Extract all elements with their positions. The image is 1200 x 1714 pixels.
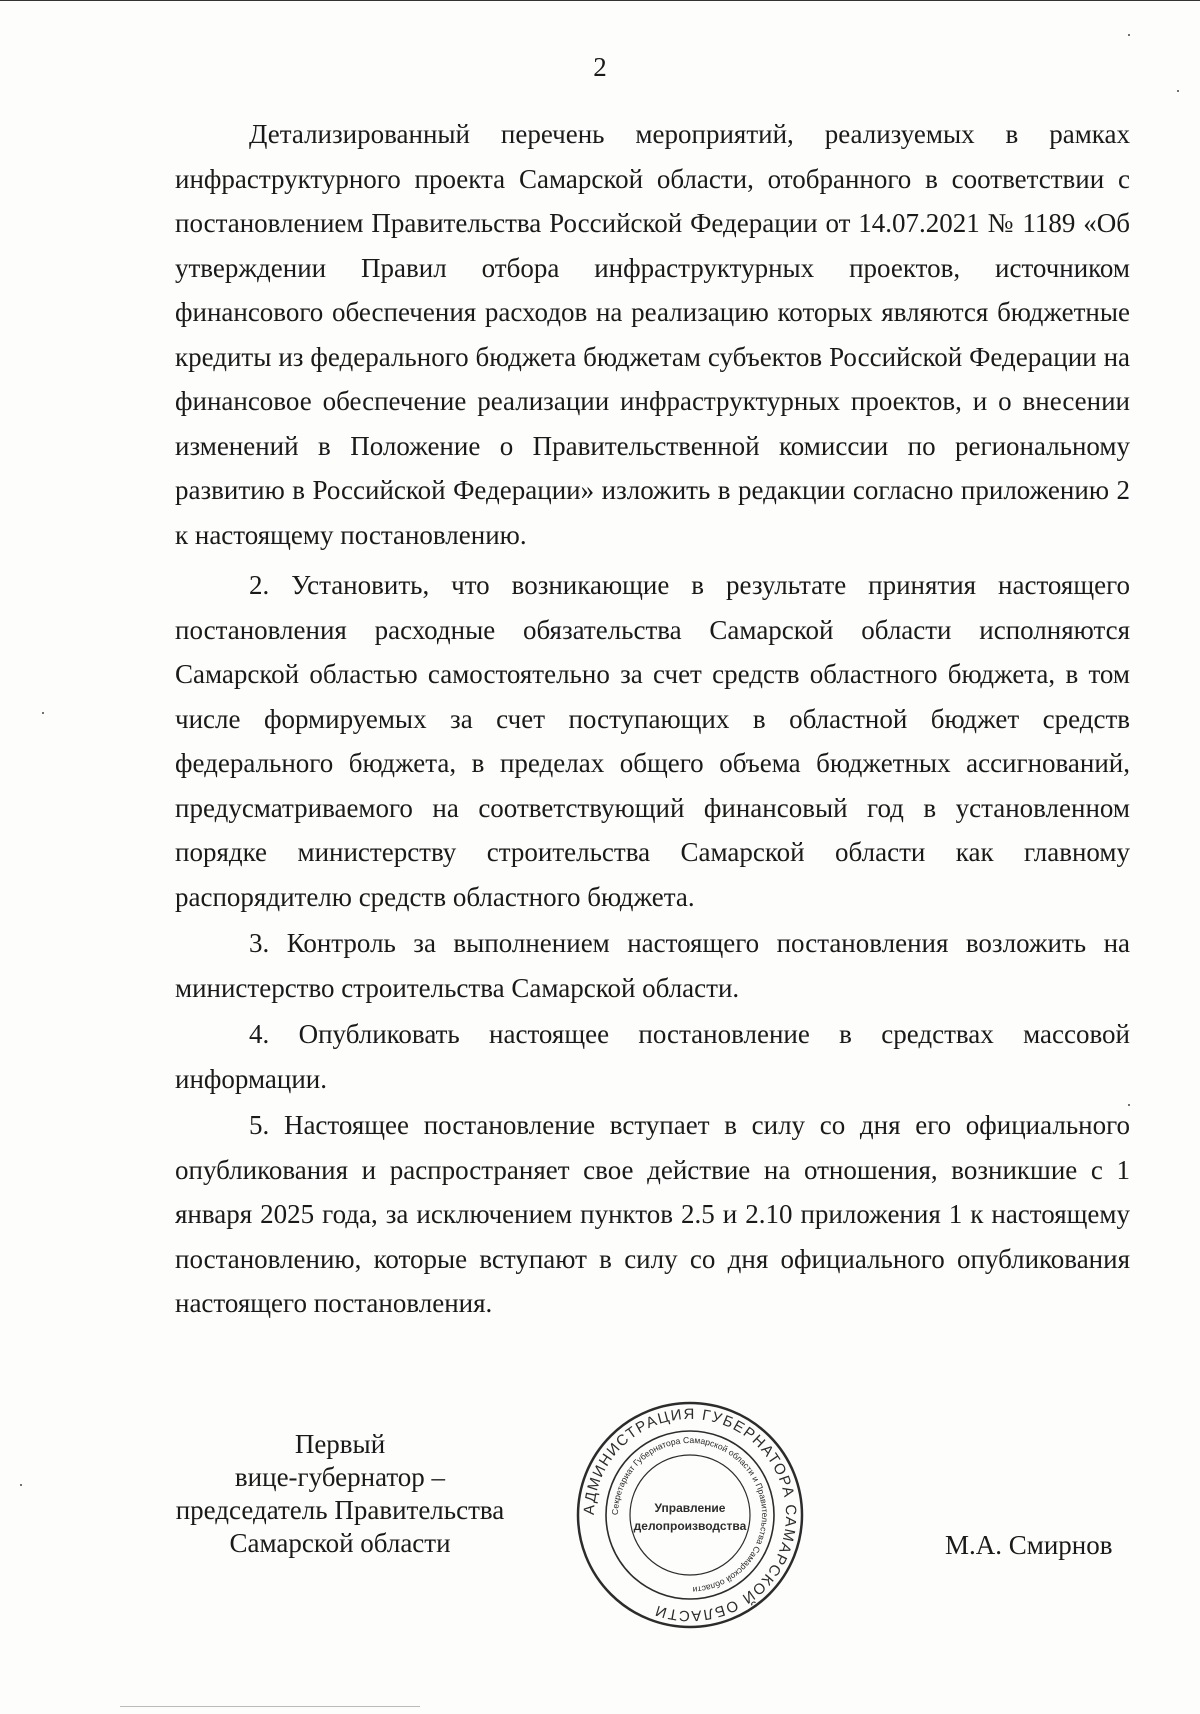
scan-speck — [20, 1484, 22, 1486]
paragraph-item-3: 3. Контроль за выполнением настоящего постановления возложить на министерство строительства Самарской области. — [175, 928, 1130, 1003]
paragraph-item-4: 4. Опубликовать настоящее постановление в средствах массовой информации. — [175, 1019, 1130, 1094]
signatory-title-line: вице-губернатор – — [234, 1462, 446, 1492]
stamp-middle-ring — [606, 1431, 774, 1599]
paragraph-item-2: 2. Установить, что возникающие в результате принятия настоящего постановления расходные обязательства Самарской области исполняются Самарской областью самостоятельно за счет средств областного бюджета, в том числе формируемых за счет поступающих в областной бюджет средств федерального бюджета, в пределах общего объема бюджетных ассигнований, предусматриваемого на соответствующий финансовый год в установленном порядке министерству строительства Самарской области как главному распорядителю средств областного бюджета. — [175, 570, 1130, 912]
document-body — [175, 112, 1130, 1328]
scan-speck — [1128, 34, 1130, 36]
scan-border-bottom — [120, 1706, 420, 1707]
scan-border-top — [0, 0, 1200, 1]
scan-speck — [42, 712, 44, 714]
signatory-title-line: Самарской области — [229, 1528, 451, 1558]
stamp-center-line: Управление — [654, 1501, 726, 1515]
signatory-title — [140, 1428, 540, 1560]
signer-name: М.А. Смирнов — [945, 1530, 1113, 1560]
stamp-inner-ring — [630, 1455, 750, 1575]
stamp-outer-text: АДМИНИСТРАЦИЯ ГУБЕРНАТОРА САМАРСКОЙ ОБЛАСТИ — [580, 1405, 800, 1625]
paragraph-intro: Детализированный перечень мероприятий, реализуемых в рамках инфраструктурного проекта Самарской области, отобранного в соответствии с постановлением Правительства Российской Федерации от 14.07.2021 № 1189 «Об утверждении Правил отбора инфраструктурных проектов, источником финансового обеспечения расходов на реализацию которых являются бюджетные кредиты из федерального бюджета бюджетам субъектов Российской Федерации на финансовое обеспечение реализации инфраструктурных проектов, и о внесении изменений в Положение о Правительственной комиссии по региональному развитию в Российской Федерации» изложить в редакции согласно приложению 2 к настоящему постановлению. — [175, 119, 1130, 550]
paragraph-item-5: 5. Настоящее постановление вступает в силу со дня его официального опубликования и распространяет свое действие на отношения, возникшие с 1 января 2025 года, за исключением пунктов 2.5 и 2.10 приложения 1 к настоящему постановлению, которые вступают в силу со дня официального опубликования настоящего постановления. — [175, 1110, 1130, 1318]
page-number: 2 — [593, 52, 607, 82]
signatory-title-line: председатель Правительства — [175, 1495, 505, 1525]
scan-speck — [1177, 90, 1179, 92]
stamp-center-line: делопроизводства — [633, 1519, 747, 1533]
signatory-title-line: Первый — [294, 1429, 386, 1459]
official-stamp — [570, 1395, 810, 1635]
stamp-inner-text: Секретариат Губернатора Самарской области и Правительства Самарской области — [609, 1434, 771, 1595]
